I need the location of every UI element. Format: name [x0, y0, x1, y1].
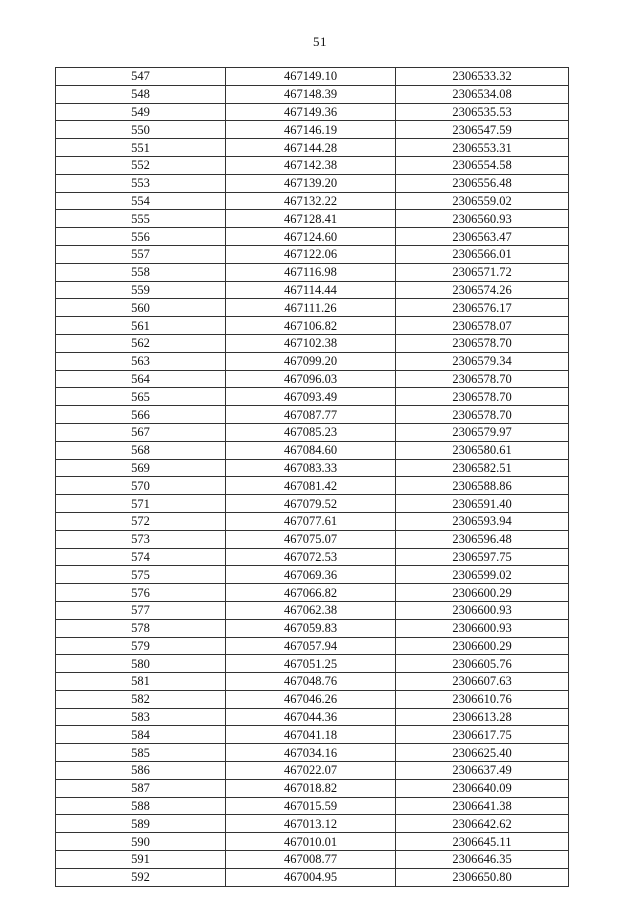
y-coordinate-cell: 2306641.38 — [396, 797, 569, 815]
table-row — [56, 406, 569, 424]
table-row — [56, 566, 569, 584]
table-row — [56, 388, 569, 406]
point-number-cell: 589 — [56, 815, 226, 833]
y-coordinate-cell: 2306578.07 — [396, 317, 569, 335]
x-coordinate-cell: 467013.12 — [226, 815, 396, 833]
x-coordinate-cell: 467102.38 — [226, 334, 396, 352]
x-coordinate-cell: 467010.01 — [226, 833, 396, 851]
table-row — [56, 68, 569, 86]
table-row — [56, 423, 569, 441]
x-coordinate-cell: 467144.28 — [226, 139, 396, 157]
point-number-cell: 569 — [56, 459, 226, 477]
x-coordinate-cell: 467085.23 — [226, 423, 396, 441]
table-row — [56, 156, 569, 174]
table-row — [56, 263, 569, 281]
y-coordinate-cell: 2306578.70 — [396, 370, 569, 388]
x-coordinate-cell: 467048.76 — [226, 673, 396, 691]
table-row — [56, 121, 569, 139]
point-number-cell: 585 — [56, 744, 226, 762]
y-coordinate-cell: 2306574.26 — [396, 281, 569, 299]
coordinates-table — [55, 67, 569, 887]
y-coordinate-cell: 2306533.32 — [396, 68, 569, 86]
x-coordinate-cell: 467093.49 — [226, 388, 396, 406]
y-coordinate-cell: 2306547.59 — [396, 121, 569, 139]
table-row — [56, 744, 569, 762]
table-row — [56, 690, 569, 708]
table-row — [56, 352, 569, 370]
x-coordinate-cell: 467046.26 — [226, 690, 396, 708]
y-coordinate-cell: 2306642.62 — [396, 815, 569, 833]
x-coordinate-cell: 467111.26 — [226, 299, 396, 317]
point-number-cell: 564 — [56, 370, 226, 388]
point-number-cell: 560 — [56, 299, 226, 317]
table-row — [56, 192, 569, 210]
point-number-cell: 590 — [56, 833, 226, 851]
table-row — [56, 459, 569, 477]
x-coordinate-cell: 467124.60 — [226, 228, 396, 246]
table-row — [56, 103, 569, 121]
y-coordinate-cell: 2306578.70 — [396, 334, 569, 352]
x-coordinate-cell: 467081.42 — [226, 477, 396, 495]
y-coordinate-cell: 2306605.76 — [396, 655, 569, 673]
point-number-cell: 549 — [56, 103, 226, 121]
table-row — [56, 779, 569, 797]
x-coordinate-cell: 467004.95 — [226, 868, 396, 886]
table-row — [56, 584, 569, 602]
point-number-cell: 551 — [56, 139, 226, 157]
x-coordinate-cell: 467116.98 — [226, 263, 396, 281]
y-coordinate-cell: 2306646.35 — [396, 851, 569, 869]
x-coordinate-cell: 467084.60 — [226, 441, 396, 459]
point-number-cell: 582 — [56, 690, 226, 708]
table-row — [56, 245, 569, 263]
table-row — [56, 762, 569, 780]
point-number-cell: 563 — [56, 352, 226, 370]
table-row — [56, 619, 569, 637]
table-row — [56, 815, 569, 833]
y-coordinate-cell: 2306650.80 — [396, 868, 569, 886]
point-number-cell: 565 — [56, 388, 226, 406]
x-coordinate-cell: 467083.33 — [226, 459, 396, 477]
y-coordinate-cell: 2306588.86 — [396, 477, 569, 495]
x-coordinate-cell: 467072.53 — [226, 548, 396, 566]
y-coordinate-cell: 2306600.29 — [396, 637, 569, 655]
x-coordinate-cell: 467099.20 — [226, 352, 396, 370]
point-number-cell: 562 — [56, 334, 226, 352]
point-number-cell: 577 — [56, 601, 226, 619]
x-coordinate-cell: 467057.94 — [226, 637, 396, 655]
y-coordinate-cell: 2306607.63 — [396, 673, 569, 691]
y-coordinate-cell: 2306645.11 — [396, 833, 569, 851]
table-row — [56, 210, 569, 228]
point-number-cell: 568 — [56, 441, 226, 459]
x-coordinate-cell: 467079.52 — [226, 495, 396, 513]
table-row — [56, 85, 569, 103]
table-row — [56, 512, 569, 530]
page-number: 51 — [313, 34, 327, 49]
y-coordinate-cell: 2306596.48 — [396, 530, 569, 548]
x-coordinate-cell: 467106.82 — [226, 317, 396, 335]
table-row — [56, 548, 569, 566]
x-coordinate-cell: 467149.36 — [226, 103, 396, 121]
point-number-cell: 583 — [56, 708, 226, 726]
x-coordinate-cell: 467041.18 — [226, 726, 396, 744]
point-number-cell: 567 — [56, 423, 226, 441]
x-coordinate-cell: 467132.22 — [226, 192, 396, 210]
y-coordinate-cell: 2306640.09 — [396, 779, 569, 797]
y-coordinate-cell: 2306554.58 — [396, 156, 569, 174]
y-coordinate-cell: 2306578.70 — [396, 406, 569, 424]
y-coordinate-cell: 2306613.28 — [396, 708, 569, 726]
x-coordinate-cell: 467034.16 — [226, 744, 396, 762]
point-number-cell: 592 — [56, 868, 226, 886]
point-number-cell: 576 — [56, 584, 226, 602]
table-row — [56, 726, 569, 744]
table-row — [56, 530, 569, 548]
x-coordinate-cell: 467018.82 — [226, 779, 396, 797]
table-row — [56, 655, 569, 673]
table-row — [56, 441, 569, 459]
y-coordinate-cell: 2306553.31 — [396, 139, 569, 157]
point-number-cell: 547 — [56, 68, 226, 86]
y-coordinate-cell: 2306591.40 — [396, 495, 569, 513]
table-row — [56, 370, 569, 388]
y-coordinate-cell: 2306579.97 — [396, 423, 569, 441]
table-row — [56, 299, 569, 317]
y-coordinate-cell: 2306559.02 — [396, 192, 569, 210]
point-number-cell: 559 — [56, 281, 226, 299]
y-coordinate-cell: 2306600.93 — [396, 601, 569, 619]
point-number-cell: 575 — [56, 566, 226, 584]
table-row — [56, 708, 569, 726]
table-row — [56, 317, 569, 335]
y-coordinate-cell: 2306578.70 — [396, 388, 569, 406]
x-coordinate-cell: 467148.39 — [226, 85, 396, 103]
y-coordinate-cell: 2306576.17 — [396, 299, 569, 317]
y-coordinate-cell: 2306571.72 — [396, 263, 569, 281]
y-coordinate-cell: 2306535.53 — [396, 103, 569, 121]
point-number-cell: 570 — [56, 477, 226, 495]
x-coordinate-cell: 467051.25 — [226, 655, 396, 673]
point-number-cell: 574 — [56, 548, 226, 566]
y-coordinate-cell: 2306534.08 — [396, 85, 569, 103]
table-row — [56, 228, 569, 246]
x-coordinate-cell: 467087.77 — [226, 406, 396, 424]
table-row — [56, 601, 569, 619]
x-coordinate-cell: 467075.07 — [226, 530, 396, 548]
point-number-cell: 548 — [56, 85, 226, 103]
point-number-cell: 557 — [56, 245, 226, 263]
y-coordinate-cell: 2306560.93 — [396, 210, 569, 228]
table-row — [56, 673, 569, 691]
y-coordinate-cell: 2306580.61 — [396, 441, 569, 459]
table-row — [56, 281, 569, 299]
point-number-cell: 591 — [56, 851, 226, 869]
x-coordinate-cell: 467044.36 — [226, 708, 396, 726]
x-coordinate-cell: 467062.38 — [226, 601, 396, 619]
point-number-cell: 566 — [56, 406, 226, 424]
table-row — [56, 477, 569, 495]
table-row — [56, 637, 569, 655]
y-coordinate-cell: 2306593.94 — [396, 512, 569, 530]
table-row — [56, 495, 569, 513]
x-coordinate-cell: 467066.82 — [226, 584, 396, 602]
point-number-cell: 586 — [56, 762, 226, 780]
x-coordinate-cell: 467008.77 — [226, 851, 396, 869]
y-coordinate-cell: 2306556.48 — [396, 174, 569, 192]
point-number-cell: 552 — [56, 156, 226, 174]
table-row — [56, 797, 569, 815]
x-coordinate-cell: 467139.20 — [226, 174, 396, 192]
point-number-cell: 587 — [56, 779, 226, 797]
point-number-cell: 554 — [56, 192, 226, 210]
table-row — [56, 139, 569, 157]
point-number-cell: 579 — [56, 637, 226, 655]
point-number-cell: 561 — [56, 317, 226, 335]
point-number-cell: 580 — [56, 655, 226, 673]
point-number-cell: 558 — [56, 263, 226, 281]
y-coordinate-cell: 2306579.34 — [396, 352, 569, 370]
point-number-cell: 578 — [56, 619, 226, 637]
y-coordinate-cell: 2306637.49 — [396, 762, 569, 780]
y-coordinate-cell: 2306610.76 — [396, 690, 569, 708]
point-number-cell: 550 — [56, 121, 226, 139]
y-coordinate-cell: 2306582.51 — [396, 459, 569, 477]
y-coordinate-cell: 2306617.75 — [396, 726, 569, 744]
x-coordinate-cell: 467128.41 — [226, 210, 396, 228]
point-number-cell: 584 — [56, 726, 226, 744]
y-coordinate-cell: 2306566.01 — [396, 245, 569, 263]
x-coordinate-cell: 467015.59 — [226, 797, 396, 815]
x-coordinate-cell: 467146.19 — [226, 121, 396, 139]
point-number-cell: 571 — [56, 495, 226, 513]
x-coordinate-cell: 467022.07 — [226, 762, 396, 780]
x-coordinate-cell: 467149.10 — [226, 68, 396, 86]
x-coordinate-cell: 467077.61 — [226, 512, 396, 530]
table-row — [56, 868, 569, 886]
table-row — [56, 833, 569, 851]
y-coordinate-cell: 2306625.40 — [396, 744, 569, 762]
point-number-cell: 553 — [56, 174, 226, 192]
table-row — [56, 851, 569, 869]
point-number-cell: 573 — [56, 530, 226, 548]
table-row — [56, 334, 569, 352]
table-row — [56, 174, 569, 192]
y-coordinate-cell: 2306597.75 — [396, 548, 569, 566]
x-coordinate-cell: 467114.44 — [226, 281, 396, 299]
y-coordinate-cell: 2306599.02 — [396, 566, 569, 584]
point-number-cell: 581 — [56, 673, 226, 691]
y-coordinate-cell: 2306563.47 — [396, 228, 569, 246]
point-number-cell: 555 — [56, 210, 226, 228]
coordinates-table-body — [56, 68, 569, 887]
y-coordinate-cell: 2306600.93 — [396, 619, 569, 637]
point-number-cell: 588 — [56, 797, 226, 815]
point-number-cell: 556 — [56, 228, 226, 246]
x-coordinate-cell: 467059.83 — [226, 619, 396, 637]
x-coordinate-cell: 467142.38 — [226, 156, 396, 174]
x-coordinate-cell: 467122.06 — [226, 245, 396, 263]
point-number-cell: 572 — [56, 512, 226, 530]
x-coordinate-cell: 467096.03 — [226, 370, 396, 388]
x-coordinate-cell: 467069.36 — [226, 566, 396, 584]
y-coordinate-cell: 2306600.29 — [396, 584, 569, 602]
